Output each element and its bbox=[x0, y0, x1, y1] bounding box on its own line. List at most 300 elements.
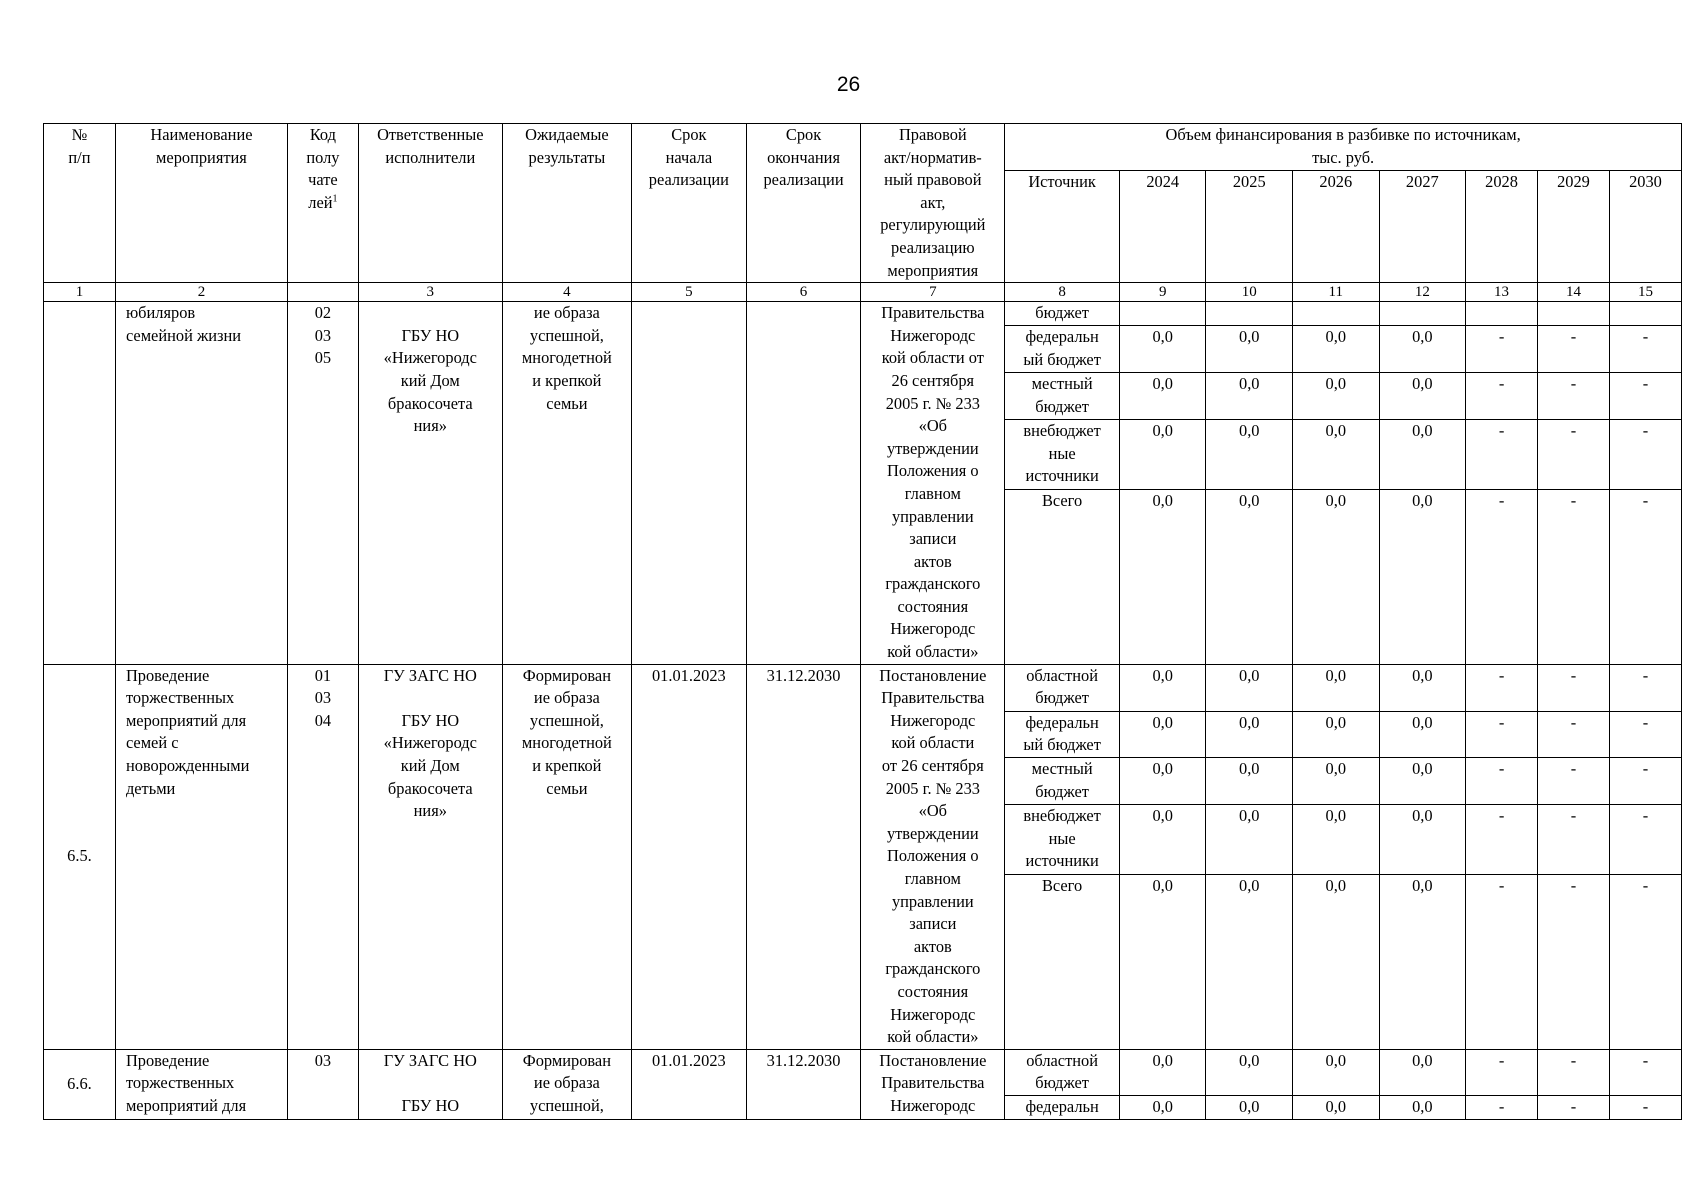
funding-source bbox=[1005, 875, 1120, 1050]
funding-value-text: 0,0 bbox=[1239, 665, 1260, 685]
header-start-text: Срок начала реализации bbox=[648, 125, 729, 190]
header-responsible bbox=[358, 124, 502, 283]
funding-value-text: 0,0 bbox=[1152, 420, 1173, 440]
funding-source-text: внебюджет ные источники bbox=[1023, 806, 1101, 871]
funding-value bbox=[1293, 302, 1380, 326]
expected-results-text: Формирован ие образа успешной, многодетной и крепкой семьи bbox=[521, 665, 612, 798]
funding-source-text: Всего bbox=[1042, 876, 1083, 896]
funding-value bbox=[1293, 1095, 1380, 1119]
funding-source-text: местный бюджет bbox=[1031, 374, 1093, 416]
end-date bbox=[746, 664, 861, 1049]
funding-value bbox=[1206, 1095, 1293, 1119]
start-date bbox=[632, 1049, 747, 1119]
funding-value-text: 0,0 bbox=[1325, 712, 1347, 732]
funding-source-text: федеральн ый бюджет bbox=[1023, 327, 1101, 369]
column-number bbox=[746, 283, 861, 302]
funding-value bbox=[1293, 326, 1380, 373]
funding-value bbox=[1293, 758, 1380, 805]
program-table bbox=[43, 123, 1682, 1120]
funding-value bbox=[1293, 373, 1380, 420]
funding-value bbox=[1538, 664, 1610, 711]
header-year bbox=[1538, 171, 1610, 283]
funding-value-text: 0,0 bbox=[1239, 712, 1260, 732]
funding-value-text: - bbox=[1642, 759, 1649, 779]
funding-value-text: - bbox=[1498, 665, 1505, 685]
funding-value-text: - bbox=[1498, 490, 1505, 510]
funding-value-text: 0,0 bbox=[1412, 490, 1433, 510]
column-number bbox=[1609, 283, 1681, 302]
funding-value bbox=[1206, 1049, 1293, 1095]
funding-value bbox=[1609, 326, 1681, 373]
funding-value bbox=[1466, 489, 1538, 664]
column-number-text: 6 bbox=[799, 284, 808, 301]
funding-value bbox=[1538, 711, 1610, 758]
funding-value bbox=[1466, 326, 1538, 373]
header-year bbox=[1119, 171, 1206, 283]
funding-value bbox=[1538, 302, 1610, 326]
funding-value-text: - bbox=[1570, 490, 1577, 510]
funding-value-text: 0,0 bbox=[1325, 1096, 1347, 1116]
funding-value-text: 0,0 bbox=[1239, 1050, 1260, 1070]
funding-value bbox=[1609, 758, 1681, 805]
funding-value-text: - bbox=[1570, 712, 1577, 732]
header-results bbox=[502, 124, 631, 283]
funding-value bbox=[1119, 758, 1206, 805]
page-number: 26 bbox=[836, 73, 861, 96]
funding-source-text: Всего bbox=[1042, 490, 1083, 510]
funding-value bbox=[1538, 758, 1610, 805]
column-number bbox=[861, 283, 1005, 302]
funding-value-text: - bbox=[1570, 327, 1577, 347]
table-row bbox=[44, 664, 1682, 711]
header-year-text: 2024 bbox=[1146, 172, 1180, 192]
end-date bbox=[746, 1049, 861, 1119]
funding-value-text: - bbox=[1570, 374, 1577, 394]
funding-value-text: - bbox=[1570, 1096, 1577, 1116]
funding-value-text: 0,0 bbox=[1239, 490, 1260, 510]
funding-value bbox=[1206, 875, 1293, 1050]
funding-value bbox=[1538, 1095, 1610, 1119]
funding-value bbox=[1119, 373, 1206, 420]
funding-value-text: - bbox=[1642, 327, 1649, 347]
funding-value bbox=[1379, 805, 1466, 875]
funding-value bbox=[1206, 326, 1293, 373]
header-year-text: 2030 bbox=[1629, 172, 1662, 192]
funding-value-text: 0,0 bbox=[1152, 876, 1173, 896]
column-number-text: 9 bbox=[1158, 284, 1167, 301]
legal-act-text: Постановление Правительства Нижегородс кой области от 26 сентября 2005 г. № 233 «Об утверждении Положения о главном управлении записи актов гражданского состояния Нижегородс кой области» bbox=[879, 665, 987, 1047]
funding-value bbox=[1609, 489, 1681, 664]
funding-value-text: - bbox=[1498, 876, 1505, 896]
funding-value bbox=[1538, 419, 1610, 489]
funding-value-text: 0,0 bbox=[1152, 1050, 1173, 1070]
responsible-executors-text: ГУ ЗАГС НО ГБУ НО «Нижегородс кий Дом бракосочета ния» bbox=[383, 665, 477, 821]
column-number bbox=[44, 283, 116, 302]
recipient-code bbox=[287, 1049, 358, 1119]
funding-value-text: - bbox=[1570, 1050, 1577, 1070]
event-number bbox=[44, 302, 116, 665]
header-responsible-text: Ответственные исполнители bbox=[377, 125, 484, 167]
start-date bbox=[632, 302, 747, 665]
funding-value bbox=[1206, 373, 1293, 420]
funding-value bbox=[1119, 805, 1206, 875]
table-row bbox=[44, 302, 1682, 326]
header-act-text: Правовой акт/норматив- ный правовой акт, регулирующий реализацию мероприятия bbox=[880, 125, 986, 280]
event-name bbox=[115, 664, 287, 1049]
header-code-text: Код полу чате лей bbox=[306, 125, 340, 212]
header-end bbox=[746, 124, 861, 283]
responsible-executors-text: ГБУ НО «Нижегородс кий Дом бракосочета ния» bbox=[383, 325, 477, 436]
column-number-text: 1 bbox=[75, 284, 84, 301]
funding-value bbox=[1379, 326, 1466, 373]
responsible-executors bbox=[358, 1049, 502, 1119]
funding-value-text: - bbox=[1570, 806, 1577, 826]
recipient-code bbox=[287, 302, 358, 665]
header-source-text: Источник bbox=[1028, 172, 1096, 192]
funding-value-text: - bbox=[1498, 1050, 1505, 1070]
header-source bbox=[1005, 171, 1120, 283]
expected-results-text: ие образа успешной, многодетной и крепкой семьи bbox=[521, 303, 612, 413]
column-number-text: 12 bbox=[1414, 284, 1430, 301]
funding-value-text: 0,0 bbox=[1412, 327, 1433, 347]
funding-value-text: 0,0 bbox=[1412, 420, 1433, 440]
funding-value bbox=[1293, 489, 1380, 664]
funding-value-text: 0,0 bbox=[1412, 665, 1433, 685]
header-start bbox=[632, 124, 747, 283]
table-row bbox=[44, 1049, 1682, 1095]
column-number bbox=[502, 283, 631, 302]
funding-value bbox=[1466, 419, 1538, 489]
funding-source-text: областной бюджет bbox=[1026, 1050, 1098, 1093]
column-number bbox=[1119, 283, 1206, 302]
funding-value bbox=[1379, 419, 1466, 489]
header-year-text: 2025 bbox=[1232, 172, 1266, 192]
funding-value bbox=[1206, 758, 1293, 805]
funding-value bbox=[1293, 419, 1380, 489]
end-date-text: 31.12.2030 bbox=[766, 665, 841, 685]
legal-act bbox=[861, 302, 1005, 665]
start-date-text: 01.01.2023 bbox=[651, 1050, 726, 1070]
column-number-text: 4 bbox=[563, 284, 571, 301]
funding-value-text: 0,0 bbox=[1325, 876, 1347, 896]
funding-value bbox=[1466, 711, 1538, 758]
event-name-text: Проведение торжественных мероприятий для bbox=[125, 1050, 247, 1115]
funding-value-text: 0,0 bbox=[1412, 374, 1433, 394]
footnote-marker: 1 bbox=[332, 193, 338, 205]
funding-value-text: 0,0 bbox=[1412, 712, 1433, 732]
funding-value-text: 0,0 bbox=[1325, 420, 1347, 440]
funding-value bbox=[1609, 711, 1681, 758]
funding-value-text: 0,0 bbox=[1152, 806, 1173, 826]
header-year bbox=[1293, 171, 1380, 283]
funding-value bbox=[1206, 805, 1293, 875]
responsible-executors bbox=[358, 302, 502, 665]
funding-value bbox=[1119, 875, 1206, 1050]
funding-source bbox=[1005, 711, 1120, 758]
funding-value-text: - bbox=[1498, 806, 1505, 826]
funding-value bbox=[1379, 373, 1466, 420]
recipient-code-text: 01 03 04 bbox=[314, 665, 332, 730]
funding-value-text: 0,0 bbox=[1239, 374, 1260, 394]
funding-source bbox=[1005, 489, 1120, 664]
column-number bbox=[1379, 283, 1466, 302]
funding-value bbox=[1609, 1049, 1681, 1095]
funding-value bbox=[1119, 326, 1206, 373]
funding-value bbox=[1609, 805, 1681, 875]
column-number bbox=[358, 283, 502, 302]
funding-value-text: - bbox=[1498, 1096, 1505, 1116]
funding-value bbox=[1119, 664, 1206, 711]
funding-source bbox=[1005, 1049, 1120, 1095]
funding-value bbox=[1609, 373, 1681, 420]
funding-value bbox=[1206, 711, 1293, 758]
funding-value bbox=[1206, 664, 1293, 711]
funding-value-text: - bbox=[1642, 374, 1649, 394]
end-date bbox=[746, 302, 861, 665]
funding-value-text: - bbox=[1642, 490, 1649, 510]
legal-act bbox=[861, 664, 1005, 1049]
funding-value bbox=[1379, 1095, 1466, 1119]
header-act bbox=[861, 124, 1005, 283]
funding-value bbox=[1609, 875, 1681, 1050]
header-end-text: Срок окончания реализации bbox=[763, 125, 844, 190]
funding-source-text: местный бюджет bbox=[1031, 759, 1093, 801]
funding-value-text: - bbox=[1570, 420, 1577, 440]
funding-value bbox=[1538, 373, 1610, 420]
funding-value-text: 0,0 bbox=[1152, 490, 1173, 510]
funding-value-text: 0,0 bbox=[1325, 374, 1347, 394]
column-number-text: 5 bbox=[685, 284, 693, 301]
funding-value-text: 0,0 bbox=[1412, 806, 1433, 826]
legal-act bbox=[861, 1049, 1005, 1119]
funding-value bbox=[1379, 758, 1466, 805]
funding-value bbox=[1466, 1049, 1538, 1095]
funding-source bbox=[1005, 326, 1120, 373]
funding-value-text: - bbox=[1642, 420, 1649, 440]
column-number-text: 2 bbox=[197, 284, 206, 301]
header-name-text: Наименование мероприятия bbox=[150, 125, 253, 167]
funding-value bbox=[1609, 664, 1681, 711]
funding-value bbox=[1293, 875, 1380, 1050]
event-number bbox=[44, 664, 116, 1049]
funding-source-text: областной бюджет bbox=[1026, 665, 1098, 708]
funding-value-text: 0,0 bbox=[1412, 759, 1433, 779]
column-number-text: 14 bbox=[1565, 284, 1581, 301]
header-year bbox=[1206, 171, 1293, 283]
funding-source bbox=[1005, 805, 1120, 875]
funding-value-text: 0,0 bbox=[1412, 1096, 1433, 1116]
responsible-executors-text: ГУ ЗАГС НО ГБУ НО bbox=[383, 1050, 477, 1115]
funding-value bbox=[1379, 302, 1466, 326]
funding-value-text: 0,0 bbox=[1239, 876, 1260, 896]
end-date-text: 31.12.2030 bbox=[766, 1050, 841, 1070]
header-funding-text: Объем финансирования в разбивке по источникам, тыс. руб. bbox=[1165, 125, 1521, 167]
header-year-text: 2028 bbox=[1485, 172, 1518, 192]
funding-value-text: 0,0 bbox=[1239, 420, 1260, 440]
funding-source bbox=[1005, 419, 1120, 489]
column-number-text: 11 bbox=[1328, 284, 1343, 301]
funding-value bbox=[1466, 1095, 1538, 1119]
funding-value-text: 0,0 bbox=[1412, 1050, 1433, 1070]
header-year bbox=[1609, 171, 1681, 283]
funding-value bbox=[1466, 664, 1538, 711]
funding-value bbox=[1466, 373, 1538, 420]
funding-value-text: 0,0 bbox=[1239, 759, 1260, 779]
funding-source-text: федеральн bbox=[1025, 1096, 1099, 1116]
column-number-text: 8 bbox=[1058, 284, 1066, 301]
event-name-text: юбиляров семейной жизни bbox=[125, 303, 242, 345]
funding-source-text: бюджет bbox=[1035, 303, 1089, 323]
table-body bbox=[44, 124, 1682, 1120]
funding-source bbox=[1005, 1095, 1120, 1119]
funding-value bbox=[1538, 1049, 1610, 1095]
funding-value-text: 0,0 bbox=[1239, 327, 1260, 347]
expected-results bbox=[502, 1049, 631, 1119]
header-code bbox=[287, 124, 358, 283]
funding-value-text: - bbox=[1642, 712, 1649, 732]
funding-value bbox=[1293, 711, 1380, 758]
funding-value bbox=[1119, 711, 1206, 758]
column-number bbox=[1293, 283, 1380, 302]
event-number-text: 6.6. bbox=[67, 1073, 92, 1093]
funding-source bbox=[1005, 302, 1120, 326]
funding-value bbox=[1293, 664, 1380, 711]
header-funding bbox=[1005, 124, 1682, 171]
expected-results bbox=[502, 302, 631, 665]
funding-value-text: - bbox=[1642, 876, 1649, 896]
header-row bbox=[44, 124, 1682, 171]
column-number bbox=[632, 283, 747, 302]
funding-value bbox=[1466, 302, 1538, 326]
funding-value-text: 0,0 bbox=[1412, 876, 1433, 896]
column-number bbox=[1538, 283, 1610, 302]
funding-value-text: 0,0 bbox=[1325, 759, 1347, 779]
funding-value-text: - bbox=[1570, 665, 1577, 685]
expected-results-text: Формирован ие образа успешной, bbox=[522, 1050, 611, 1115]
funding-value bbox=[1379, 711, 1466, 758]
funding-value bbox=[1119, 1049, 1206, 1095]
funding-value-text: 0,0 bbox=[1152, 712, 1173, 732]
event-number-text: 6.5. bbox=[67, 846, 92, 866]
header-num-text: № п/п bbox=[68, 125, 91, 167]
funding-value-text: 0,0 bbox=[1325, 327, 1347, 347]
funding-value bbox=[1379, 1049, 1466, 1095]
start-date-text: 01.01.2023 bbox=[651, 665, 726, 685]
funding-value-text: 0,0 bbox=[1325, 490, 1347, 510]
funding-value bbox=[1206, 419, 1293, 489]
funding-value-text: - bbox=[1642, 1096, 1649, 1116]
column-number-text: 3 bbox=[426, 284, 435, 301]
column-number bbox=[287, 283, 358, 302]
event-name bbox=[115, 1049, 287, 1119]
funding-value bbox=[1119, 1095, 1206, 1119]
funding-value-text: 0,0 bbox=[1152, 665, 1173, 685]
funding-value-text: - bbox=[1570, 876, 1577, 896]
funding-value-text: - bbox=[1498, 374, 1505, 394]
funding-value-text: - bbox=[1498, 327, 1505, 347]
funding-value-text: 0,0 bbox=[1152, 374, 1173, 394]
funding-value bbox=[1293, 805, 1380, 875]
funding-value-text: - bbox=[1642, 665, 1649, 685]
funding-value-text: 0,0 bbox=[1152, 327, 1173, 347]
funding-source bbox=[1005, 373, 1120, 420]
header-year-text: 2027 bbox=[1405, 172, 1439, 192]
funding-value-text: - bbox=[1498, 712, 1505, 732]
funding-value bbox=[1119, 419, 1206, 489]
recipient-code-text: 03 bbox=[314, 1050, 332, 1070]
header-results-text: Ожидаемые результаты bbox=[525, 125, 609, 167]
funding-value bbox=[1466, 805, 1538, 875]
funding-value bbox=[1466, 758, 1538, 805]
header-year bbox=[1466, 171, 1538, 283]
funding-value bbox=[1379, 875, 1466, 1050]
funding-value-text: - bbox=[1642, 1050, 1649, 1070]
funding-value-text: 0,0 bbox=[1152, 759, 1173, 779]
funding-value bbox=[1206, 489, 1293, 664]
funding-value-text: - bbox=[1498, 759, 1505, 779]
funding-value bbox=[1609, 1095, 1681, 1119]
funding-value bbox=[1609, 419, 1681, 489]
header-year bbox=[1379, 171, 1466, 283]
funding-value-text: - bbox=[1498, 420, 1505, 440]
funding-source-text: внебюджет ные источники bbox=[1023, 420, 1101, 486]
funding-value bbox=[1538, 489, 1610, 664]
header-year-text: 2029 bbox=[1557, 172, 1590, 192]
expected-results bbox=[502, 664, 631, 1049]
column-number bbox=[115, 283, 287, 302]
funding-source bbox=[1005, 758, 1120, 805]
column-number-text: 15 bbox=[1637, 284, 1653, 301]
event-number bbox=[44, 1049, 116, 1119]
funding-value bbox=[1379, 664, 1466, 711]
funding-value bbox=[1538, 875, 1610, 1050]
legal-act-text: Правительства Нижегородс кой области от 26 сентября 2005 г. № 233 «Об утверждении Положения о главном управлении записи актов гражданского состояния Нижегородс кой области» bbox=[881, 303, 985, 662]
recipient-code bbox=[287, 664, 358, 1049]
column-number-text: 10 bbox=[1241, 284, 1257, 301]
funding-value-text: 0,0 bbox=[1239, 806, 1260, 826]
funding-value-text: - bbox=[1642, 806, 1649, 826]
column-number-text: 13 bbox=[1494, 284, 1510, 301]
funding-value bbox=[1538, 805, 1610, 875]
funding-value-text: - bbox=[1570, 759, 1577, 779]
funding-value bbox=[1119, 489, 1206, 664]
start-date bbox=[632, 664, 747, 1049]
event-name bbox=[115, 302, 287, 665]
funding-source-text: федеральн ый бюджет bbox=[1023, 712, 1101, 755]
funding-value bbox=[1206, 302, 1293, 326]
column-number bbox=[1206, 283, 1293, 302]
funding-value bbox=[1293, 1049, 1380, 1095]
funding-value-text: 0,0 bbox=[1325, 665, 1347, 685]
column-number-row bbox=[44, 283, 1682, 302]
recipient-code-text: 02 03 05 bbox=[314, 303, 332, 368]
funding-value bbox=[1379, 489, 1466, 664]
funding-value-text: 0,0 bbox=[1152, 1096, 1173, 1116]
column-number-text: 7 bbox=[929, 284, 937, 301]
header-num bbox=[44, 124, 116, 283]
funding-value bbox=[1609, 302, 1681, 326]
funding-value-text: 0,0 bbox=[1239, 1096, 1260, 1116]
header-name bbox=[115, 124, 287, 283]
legal-act-text: Постановление Правительства Нижегородс bbox=[879, 1050, 987, 1115]
responsible-executors bbox=[358, 664, 502, 1049]
funding-value bbox=[1538, 326, 1610, 373]
column-number bbox=[1466, 283, 1538, 302]
funding-value bbox=[1119, 302, 1206, 326]
column-number bbox=[1005, 283, 1120, 302]
event-name-text: Проведение торжественных мероприятий для семей с новорожденными детьми bbox=[125, 665, 250, 798]
funding-value-text: 0,0 bbox=[1325, 1050, 1347, 1070]
